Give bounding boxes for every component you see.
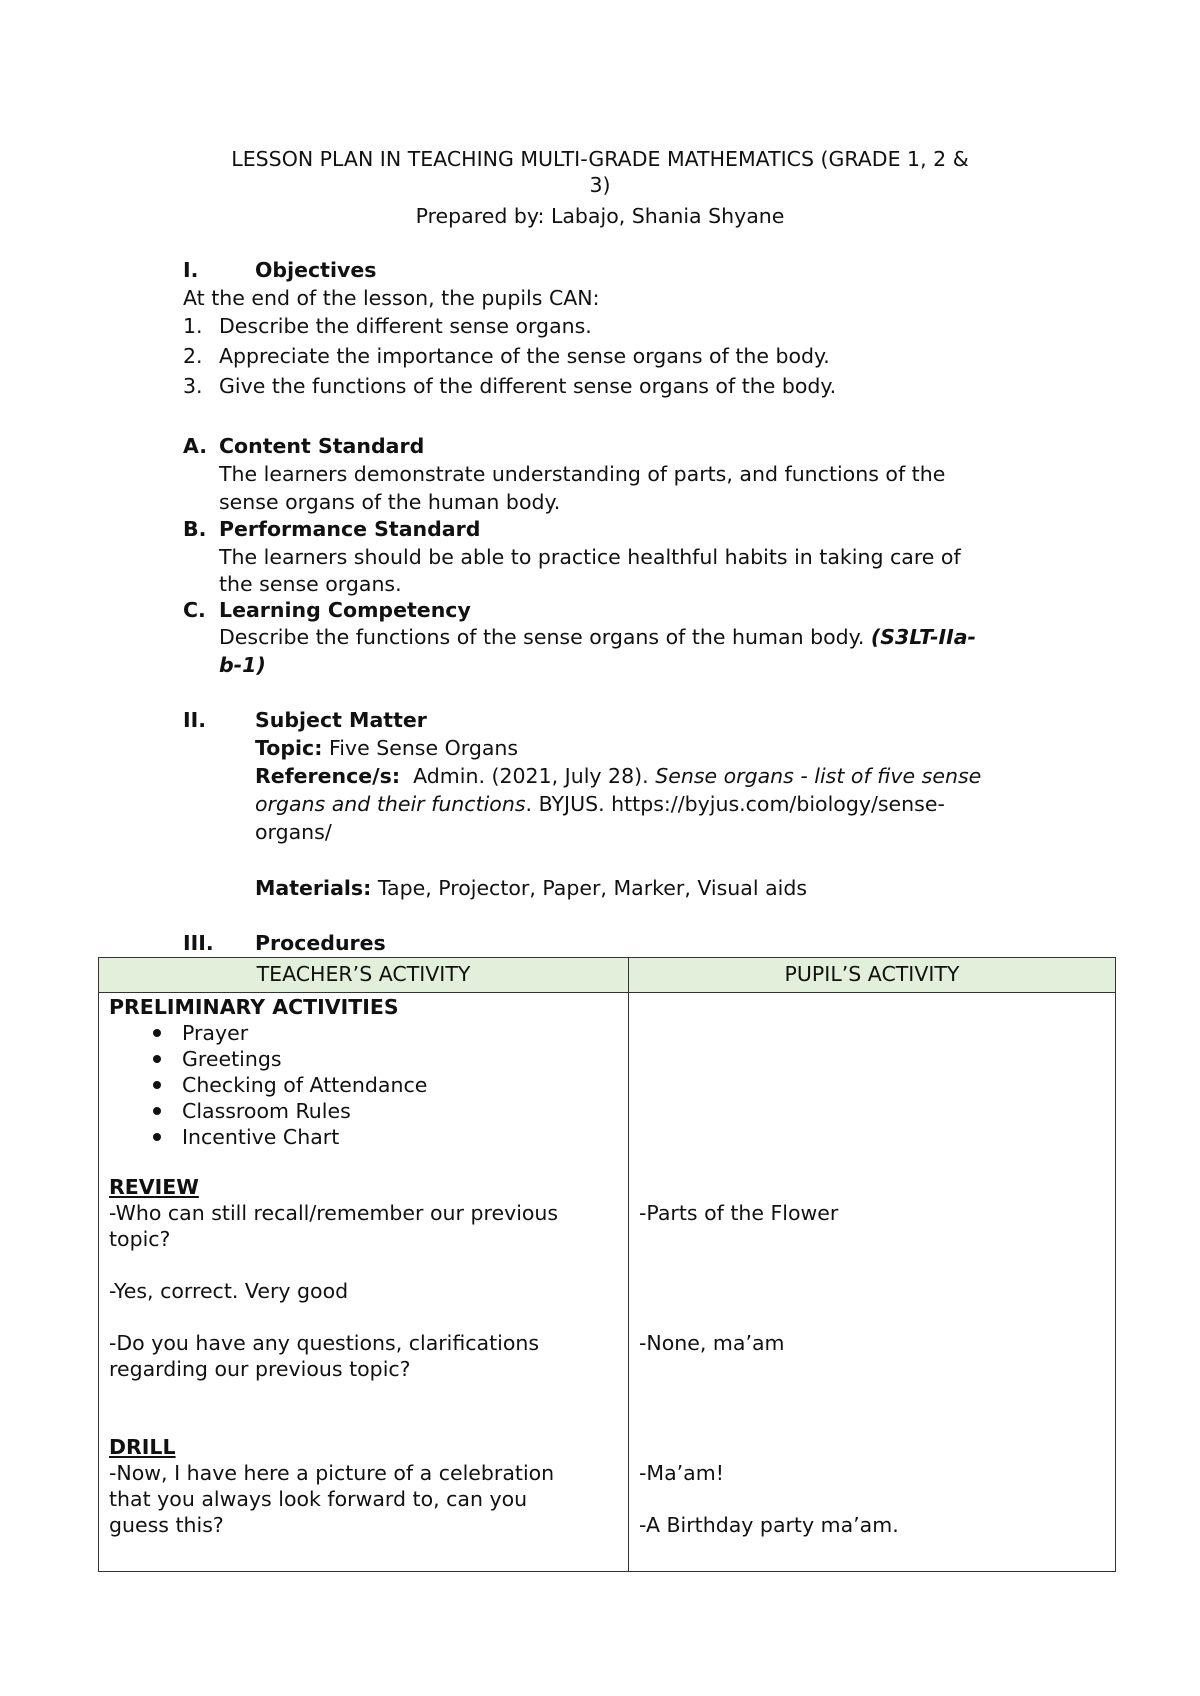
objective-num-2: 2. [183, 344, 203, 368]
performance-standard-heading: Performance Standard [219, 517, 481, 541]
reference-author: Admin. (2021, July 28). [413, 764, 649, 788]
reference-title-1: Sense organs - list of five sense [655, 764, 982, 788]
review-question-1-line-1: -Who can still recall/remember our previous [109, 1201, 559, 1225]
objectives-intro: At the end of the lesson, the pupils CAN: [183, 286, 600, 310]
learning-competency-heading: Learning Competency [219, 598, 471, 622]
procedures-numeral: III. [183, 931, 214, 955]
bullet-icon [153, 1081, 161, 1089]
document-title [130, 146, 1070, 198]
reference-label: Reference/s: [255, 764, 401, 788]
title-line-2: 3) [589, 173, 611, 197]
preliminary-heading: PRELIMINARY ACTIVITIES [109, 995, 399, 1019]
subject-matter-numeral: II. [183, 708, 207, 732]
reference-line-3: organs/ [255, 820, 332, 844]
pupil-answer-4: -A Birthday party ma’am. [639, 1513, 899, 1537]
learning-competency-code-cont: b-1) [219, 653, 266, 677]
objectives-numeral: I. [183, 258, 199, 282]
review-question-2-line-1: -Do you have any questions, clarifications [109, 1331, 540, 1355]
list-item: Classroom Rules [182, 1099, 351, 1123]
prepared-by: Prepared by: Labajo, Shania Shyane [415, 204, 785, 228]
performance-standard-line-1: The learners should be able to practice healthful habits in taking care of [219, 545, 961, 569]
objective-text-2: Appreciate the importance of the sense organs of the body. [219, 344, 830, 368]
list-item: Incentive Chart [182, 1125, 340, 1149]
materials-value: Tape, Projector, Paper, Marker, Visual aids [377, 876, 808, 900]
bullet-icon [153, 1029, 161, 1037]
review-question-2-line-2: regarding our previous topic? [109, 1357, 411, 1381]
objective-text-1: Describe the different sense organs. [219, 314, 592, 338]
list-item: Prayer [182, 1021, 249, 1045]
review-feedback: -Yes, correct. Very good [109, 1279, 349, 1303]
reference-line-1 [255, 762, 981, 790]
content-standard-line-1: The learners demonstrate understanding of parts, and functions of the [219, 462, 946, 486]
bullet-icon [153, 1055, 161, 1063]
subject-matter-heading: Subject Matter [255, 708, 427, 732]
content-standard-line-2: sense organs of the human body. [219, 490, 561, 514]
learning-competency-letter: C. [183, 598, 206, 622]
pupil-answer-2: -None, ma’am [639, 1331, 785, 1355]
drill-line-1: -Now, I have here a picture of a celebration [109, 1461, 555, 1485]
pupil-activity-cell [629, 993, 1116, 1572]
title-line-1: LESSON PLAN IN TEACHING MULTI-GRADE MATHEMATICS (GRADE 1, 2 & [231, 147, 969, 171]
materials-label: Materials: [255, 876, 372, 900]
objective-num-3: 3. [183, 374, 203, 398]
review-question-1-line-2: topic? [109, 1227, 171, 1251]
performance-standard-letter: B. [183, 517, 207, 541]
table-header-row [99, 958, 1116, 993]
drill-line-3: guess this? [109, 1513, 224, 1537]
pupil-answer-1: -Parts of the Flower [639, 1201, 839, 1225]
list-item: Checking of Attendance [182, 1073, 428, 1097]
teacher-activity-header: TEACHER’S ACTIVITY [99, 958, 629, 993]
topic-line [255, 734, 518, 762]
teacher-activity-cell [99, 993, 629, 1572]
learning-competency-code: (S3LT-IIa- [870, 625, 977, 649]
list-item: Greetings [182, 1047, 282, 1071]
objective-text-3: Give the functions of the different sense organs of the body. [219, 374, 837, 398]
procedures-heading: Procedures [255, 931, 386, 955]
drill-heading: DRILL [109, 1435, 176, 1459]
performance-standard-line-2: the sense organs. [219, 572, 402, 596]
drill-line-2: that you always look forward to, can you [109, 1487, 528, 1511]
topic-label: Topic: [255, 736, 323, 760]
learning-competency-line-1 [219, 623, 976, 651]
materials-line [255, 874, 807, 902]
table-row [99, 993, 1116, 1572]
review-heading: REVIEW [109, 1175, 199, 1199]
reference-url: . BYJUS. https://byjus.com/biology/sense- [525, 792, 945, 816]
reference-title-2: organs and their functions [255, 792, 526, 816]
content-standard-heading: Content Standard [219, 434, 425, 458]
objectives-heading: Objectives [255, 258, 377, 282]
learning-competency-text: Describe the functions of the sense organs of the human body. [219, 625, 865, 649]
reference-line-2 [255, 790, 945, 818]
bullet-icon [153, 1133, 161, 1141]
objective-num-1: 1. [183, 314, 203, 338]
pupil-activity-header: PUPIL’S ACTIVITY [629, 958, 1116, 993]
content-standard-letter: A. [183, 434, 208, 458]
topic-value: Five Sense Organs [328, 736, 519, 760]
pupil-answer-3: -Ma’am! [639, 1461, 724, 1485]
bullet-icon [153, 1107, 161, 1115]
procedures-table [98, 957, 1116, 1572]
